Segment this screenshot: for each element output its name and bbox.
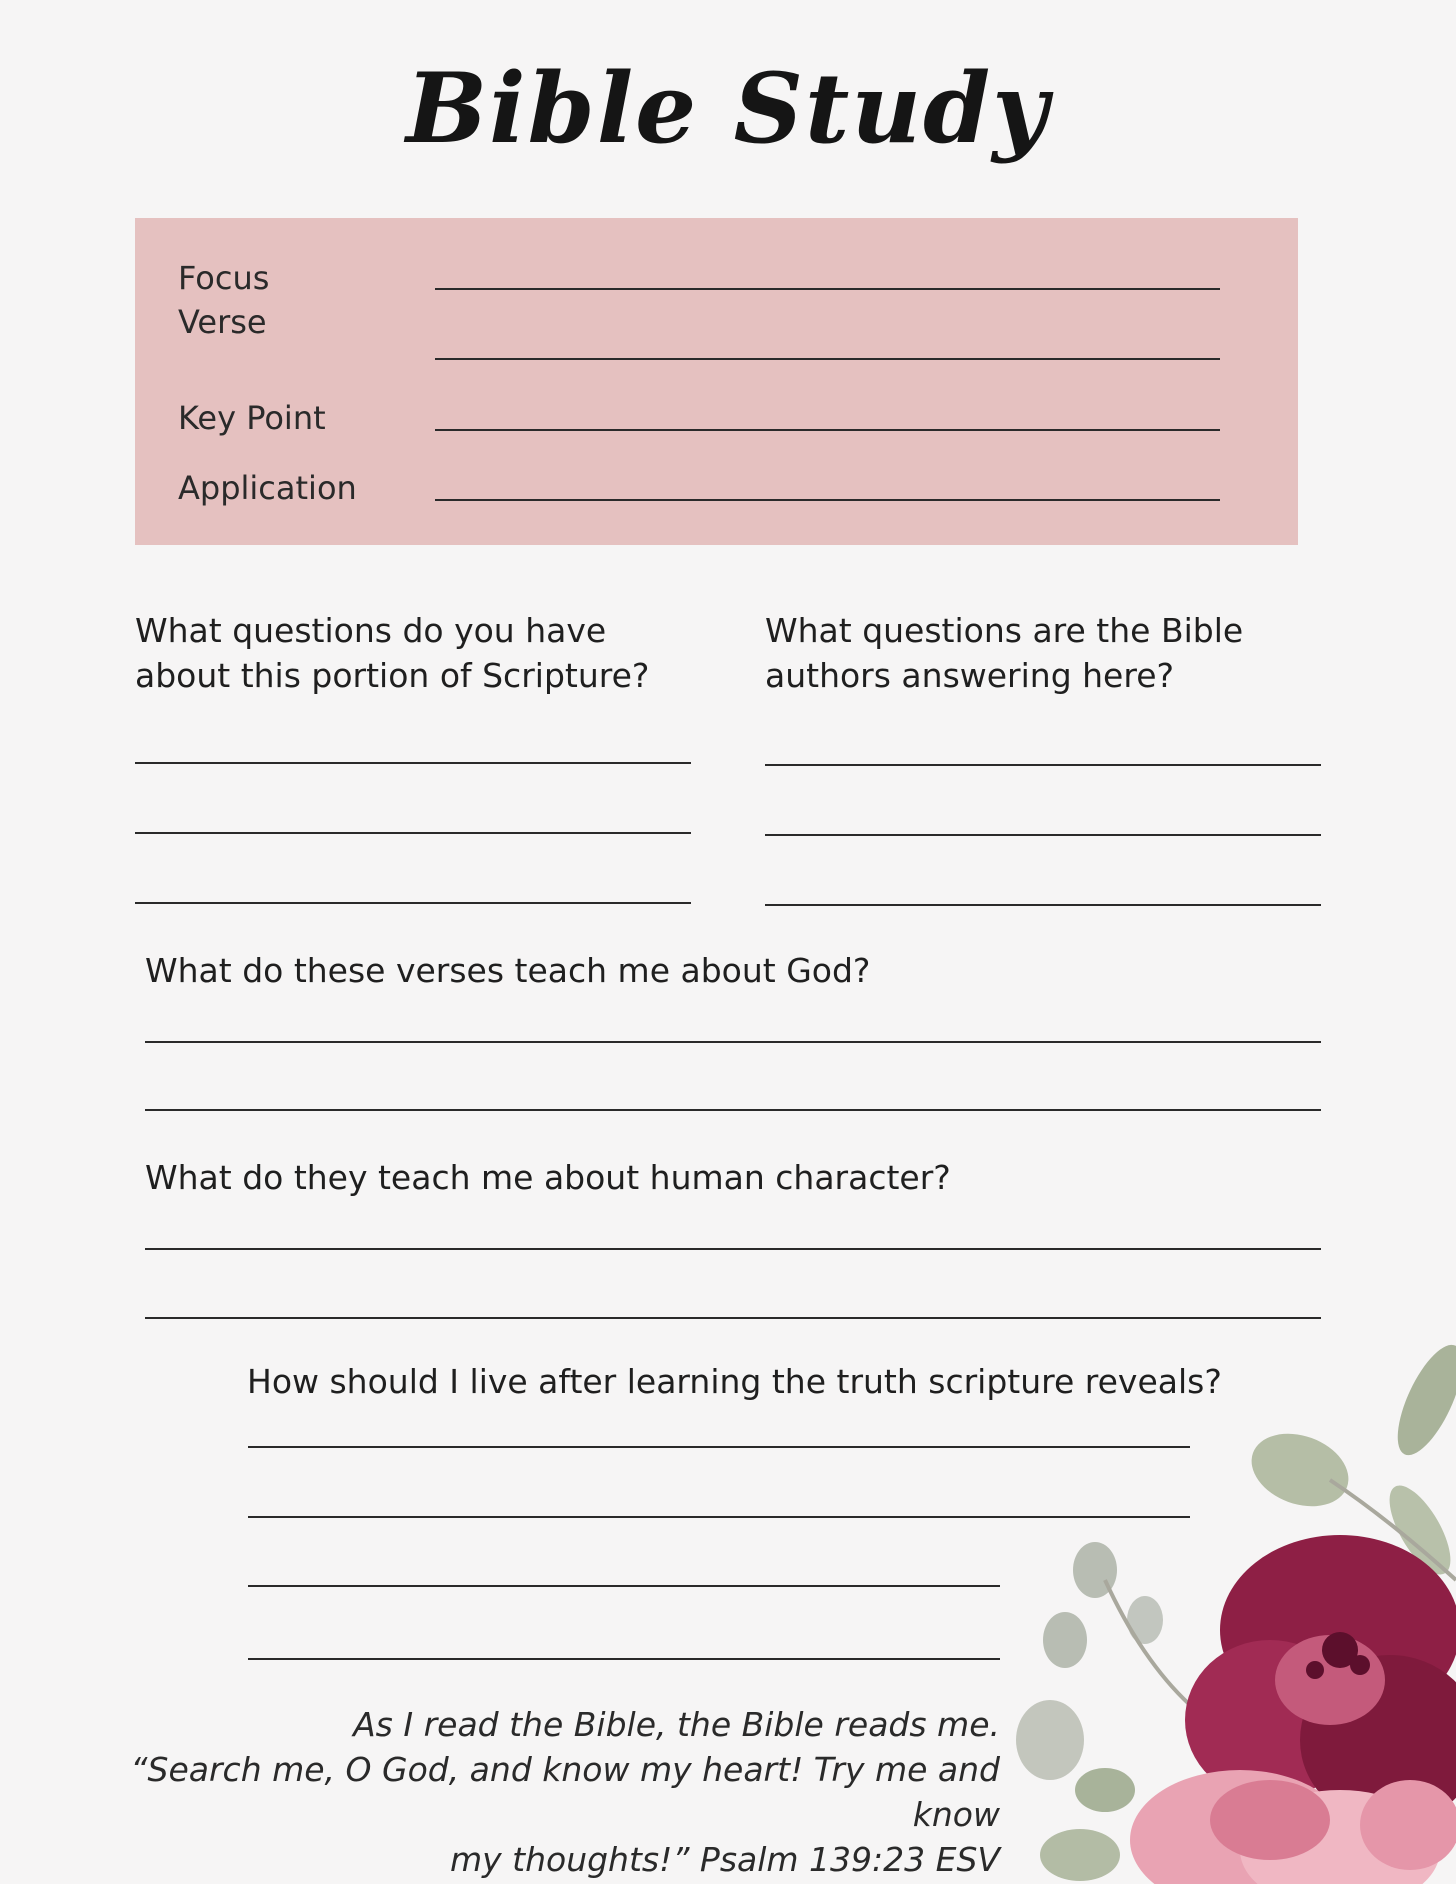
focus-line[interactable] (435, 288, 1220, 290)
answer-line[interactable] (135, 762, 691, 764)
answer-line[interactable] (765, 764, 1321, 766)
quote-line: my thoughts!” Psalm 139:23 ESV (449, 1840, 1000, 1879)
answer-line[interactable] (145, 1248, 1321, 1250)
answer-line[interactable] (145, 1041, 1321, 1043)
application-line[interactable] (435, 499, 1220, 501)
answer-line[interactable] (765, 834, 1321, 836)
quote-line: As I read the Bible, the Bible reads me. (353, 1705, 1000, 1744)
answer-line[interactable] (135, 902, 691, 904)
answer-line[interactable] (765, 904, 1321, 906)
question-god: What do these verses teach me about God? (145, 951, 871, 990)
answer-line[interactable] (135, 832, 691, 834)
answer-line[interactable] (145, 1109, 1321, 1111)
answer-line[interactable] (248, 1585, 1000, 1587)
key-point-label: Key Point (178, 399, 326, 437)
answer-line[interactable] (248, 1658, 1000, 1660)
floral-bouquet-icon (1010, 1320, 1456, 1884)
scripture-quote (40, 1702, 1000, 1882)
page-title: Bible Study (405, 52, 1051, 165)
focus-box (135, 218, 1298, 545)
application-label: Application (178, 469, 357, 507)
question-scripture: What questions do you have about this portion of Scripture? (135, 611, 650, 695)
verse-label: Verse (178, 303, 267, 341)
question-authors: What questions are the Bible authors answering here? (765, 611, 1244, 695)
key-point-line[interactable] (435, 429, 1220, 431)
quote-line: “Search me, O God, and know my heart! Try me and know (130, 1750, 1000, 1834)
answer-line[interactable] (145, 1317, 1321, 1319)
question-human-character: What do they teach me about human character? (145, 1158, 951, 1197)
focus-label: Focus (178, 259, 270, 297)
verse-line[interactable] (435, 358, 1220, 360)
question-how-to-live: How should I live after learning the truth scripture reveals? (247, 1362, 1222, 1401)
